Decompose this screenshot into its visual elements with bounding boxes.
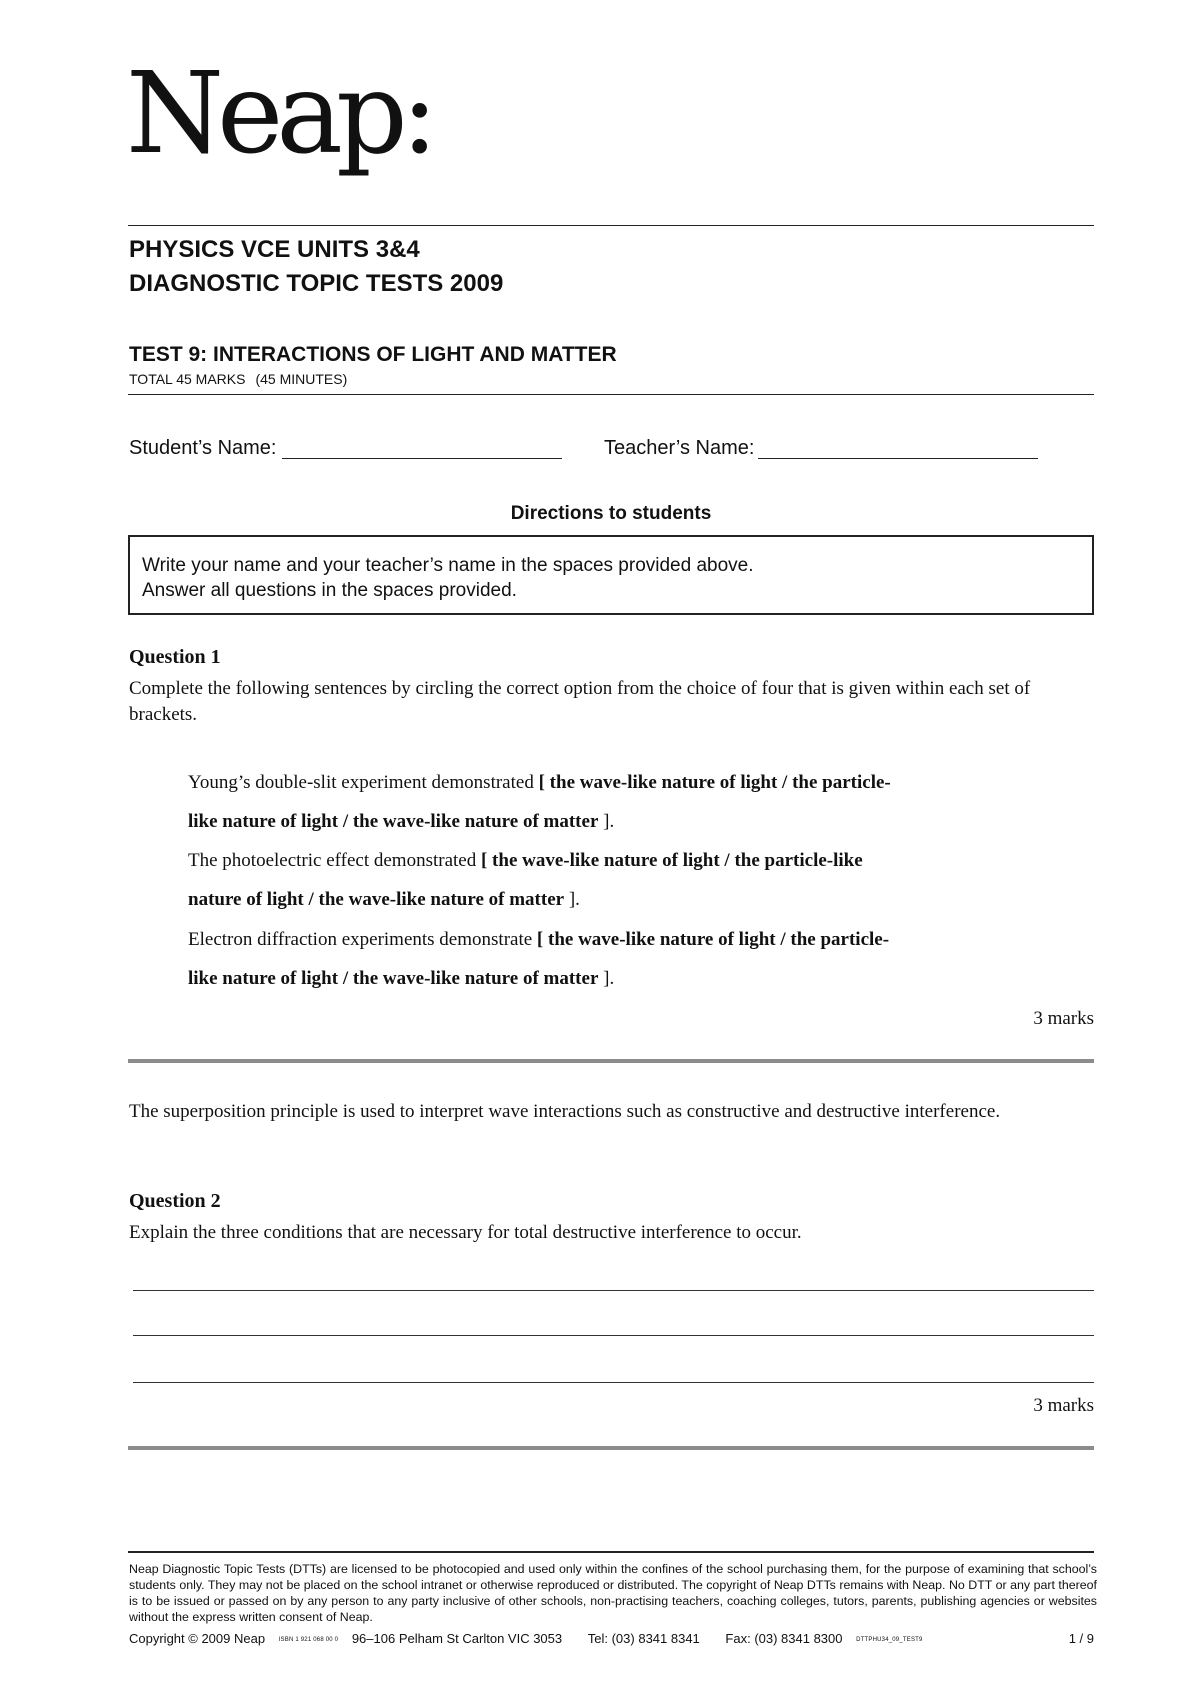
footer-bar xyxy=(129,1632,1094,1645)
answer-line-2[interactable] xyxy=(133,1335,1094,1336)
question-2-marks: 3 marks xyxy=(1033,1395,1094,1416)
question-1-separator xyxy=(128,1059,1094,1063)
sentence-2-line-1 xyxy=(188,851,863,870)
question-1-prompt: Complete the following sentences by circling the correct option from the choice of four that is given within each set of brackets. xyxy=(129,678,1031,725)
directions-box xyxy=(128,535,1094,615)
answer-line-3[interactable] xyxy=(133,1382,1094,1383)
test-title: TEST 9: INTERACTIONS OF LIGHT AND MATTER xyxy=(129,343,617,366)
sentence-1-options-b[interactable]: like nature of light / the wave-like nature of matter xyxy=(188,811,599,832)
total-marks: TOTAL 45 MARKS xyxy=(129,371,246,387)
test-duration: (45 MINUTES) xyxy=(255,371,348,387)
subject-title: PHYSICS VCE UNITS 3&4 xyxy=(129,236,420,263)
sentence-2-options-b[interactable]: nature of light / the wave-like nature of matter xyxy=(188,889,565,910)
sentence-1-line-1 xyxy=(188,773,891,792)
neap-logo: Neap: xyxy=(126,49,432,179)
telephone-text: Tel: (03) 8341 8341 xyxy=(587,1631,700,1646)
student-name-label: Student’s Name: xyxy=(129,437,277,459)
teacher-name-field[interactable] xyxy=(758,458,1038,459)
answer-line-1[interactable] xyxy=(133,1290,1094,1291)
superposition-intro: The superposition principle is used to interpret wave interactions such as constructive and destructive interference. xyxy=(129,1101,1001,1122)
sentence-2-stem: The photoelectric effect demonstrated xyxy=(188,850,481,871)
sentence-2-end: ]. xyxy=(564,889,580,910)
question-1-heading: Question 1 xyxy=(129,646,221,668)
sentence-2-options-a[interactable]: [ the wave-like nature of light / the particle-like xyxy=(480,850,863,871)
sentence-1-line-2 xyxy=(188,812,614,831)
sentence-3-options-b[interactable]: like nature of light / the wave-like nature of matter xyxy=(188,968,599,989)
sentence-3-line-1 xyxy=(188,930,889,949)
question-2-prompt: Explain the three conditions that are necessary for total destructive interference to occur. xyxy=(129,1222,802,1243)
sentence-1-stem: Young’s double-slit experiment demonstrated xyxy=(188,772,539,793)
sentence-3-end: ]. xyxy=(598,968,615,989)
page-number: 1 / 9 xyxy=(1068,1631,1094,1646)
directions-line-2: Answer all questions in the spaces provided. xyxy=(142,580,517,601)
copyright-text: Copyright © 2009 Neap xyxy=(129,1631,266,1646)
isbn-text: ISBN 1 921 068 00 0 xyxy=(278,1636,339,1643)
sentence-3-line-2 xyxy=(188,969,614,988)
licence-notice: Neap Diagnostic Topic Tests (DTTs) are licensed to be photocopied and used only within the confines of the school purchasing them, for the purpose of examining that school’s students only. They may not be placed on the school intranet or otherwise reproduced or distributed. The copyright of Neap DTTs remains with Neap. No DTT or any part thereof is to be issued or passed on by any person to any party inclusive of other schools, non-practising teachers, coaching colleges, tutors, parents, publishing agencies or websites without the express written consent of Neap. xyxy=(129,1562,1097,1624)
sentence-3-options-a[interactable]: [ the wave-like nature of light / the particle- xyxy=(536,929,890,950)
student-name-field[interactable] xyxy=(282,458,562,459)
fax-text: Fax: (03) 8341 8300 xyxy=(725,1631,843,1646)
document-code: DTTPHU34_09_TEST9 xyxy=(856,1636,923,1643)
question-2-heading: Question 2 xyxy=(129,1190,221,1212)
question-1-marks: 3 marks xyxy=(1033,1008,1094,1029)
series-title: DIAGNOSTIC TOPIC TESTS 2009 xyxy=(129,270,504,297)
directions-line-1: Write your name and your teacher’s name in the spaces provided above. xyxy=(142,555,754,576)
teacher-name-label: Teacher’s Name: xyxy=(604,437,755,459)
sentence-1-options-a[interactable]: [ the wave-like nature of light / the particle- xyxy=(538,772,891,793)
header-top-rule xyxy=(128,225,1094,226)
sentence-1-end: ]. xyxy=(598,811,615,832)
sentence-2-line-2 xyxy=(188,890,580,909)
question-2-separator xyxy=(128,1446,1094,1450)
header-bottom-rule xyxy=(128,394,1094,395)
footer-rule xyxy=(128,1551,1094,1553)
test-meta xyxy=(129,372,357,386)
address-text: 96–106 Pelham St Carlton VIC 3053 xyxy=(351,1631,563,1646)
sentence-3-stem: Electron diffraction experiments demonstrate xyxy=(188,929,537,950)
directions-heading: Directions to students xyxy=(510,503,712,524)
